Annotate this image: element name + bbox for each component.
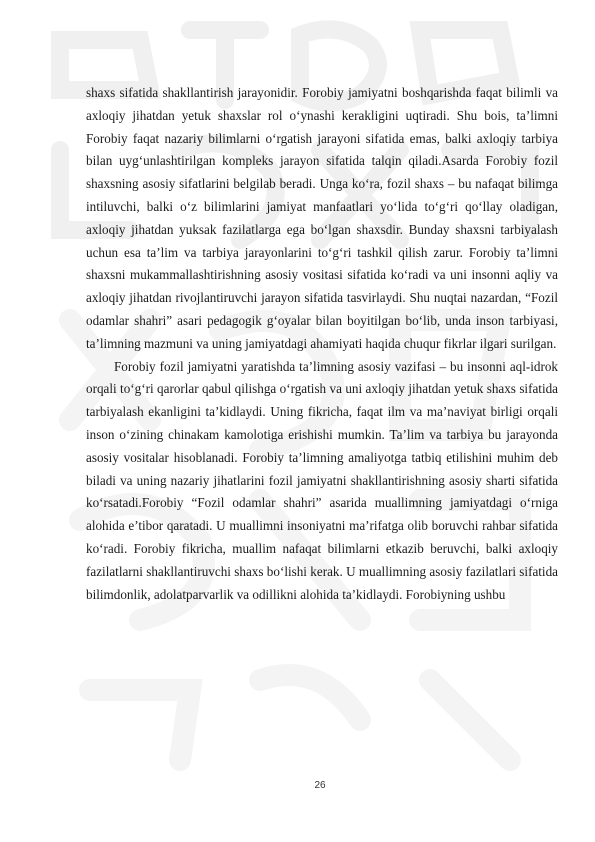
paragraph: shaxs sifatida shakllantirish jarayonidir. Forobiy jamiyatni boshqarishda faqat bilimli va axloqiy jihatdan yetuk shaxslar rol o‘ynashi kerakligini uqtiradi. Shu bois, ta’limni Forobiy faqat nazariy bilimlarni o‘rgatish jarayoni sifatida emas, balki axloqiy tarbiya bilan uyg‘unlashtirilgan kompleks jarayon sifatida talqin qiladi.Asarda Forobiy fozil shaxsning asosiy sifatlarini belgilab beradi. Unga ko‘ra, fozil shaxs – bu nafaqat bilimga intiluvchi, balki o‘z bilimlarini jamiyat manfaatlari yo‘lida to‘g‘ri qo‘llay oladigan, axloqiy jihatdan yuksak fazilatlarga ega bo‘lgan shaxsdir. Bunday shaxsni tarbiyalash uchun esa ta’lim va tarbiya jarayonlarini to‘g‘ri tashkil qilish zarur. Forobiy ta’limni shaxsni mukammallashtirishning asosiy vositasi sifatida ko‘radi va uni insonni aqliy va axloqiy jihatdan rivojlantiruvchi jarayon sifatida tasvirlaydi. Shu nuqtai nazardan, “Fozil odamlar shahri” asari pedagogik g‘oyalar bilan boyitilgan bo‘lib, unda inson tarbiyasi, ta’limning mazmuni va uning jamiyatdagi ahamiyati haqida chuqur fikrlar ilgari surilgan.: [86, 85, 558, 351]
page-number: 26: [314, 780, 326, 791]
body-text: [86, 82, 558, 606]
paragraph: Forobiy fozil jamiyatni yaratishda ta’limning asosiy vazifasi – bu insonni aql-idrok orqali to‘g‘ri qarorlar qabul qilishga o‘rgatish va uni axloqiy jihatdan yetuk shaxs sifatida tarbiyalash ekanligini ta’kidlaydi. Uning fikricha, faqat ilm va ma’naviyat birligi orqali inson o‘zining chinakam kamolotiga erishishi mumkin. Ta’lim va tarbiya bu jarayonda asosiy vositalar hisoblanadi. Forobiy ta’limning amaliyotga tatbiq etilishini muhim deb biladi va uning nazariy jihatlarini fozil jamiyatni shakllantirishning asosiy sharti sifatida ko‘rsatadi.Forobiy “Fozil odamlar shahri” asarida muallimning jamiyatdagi o‘rniga alohida e’tibor qaratadi. U muallimni insoniyatni ma’rifatga olib boruvchi rahbar sifatida ko‘radi. Forobiy fikricha, muallim nafaqat bilimlarni etkazib beruvchi, balki axloqiy fazilatlarni shakllantiruvchi shaxs bo‘lishi kerak. U muallimning asosiy fazilatlari sifatida bilimdonlik, adolatparvarlik va odillikni alohida ta’kidlaydi. Forobiyning ushbu: [86, 358, 558, 602]
